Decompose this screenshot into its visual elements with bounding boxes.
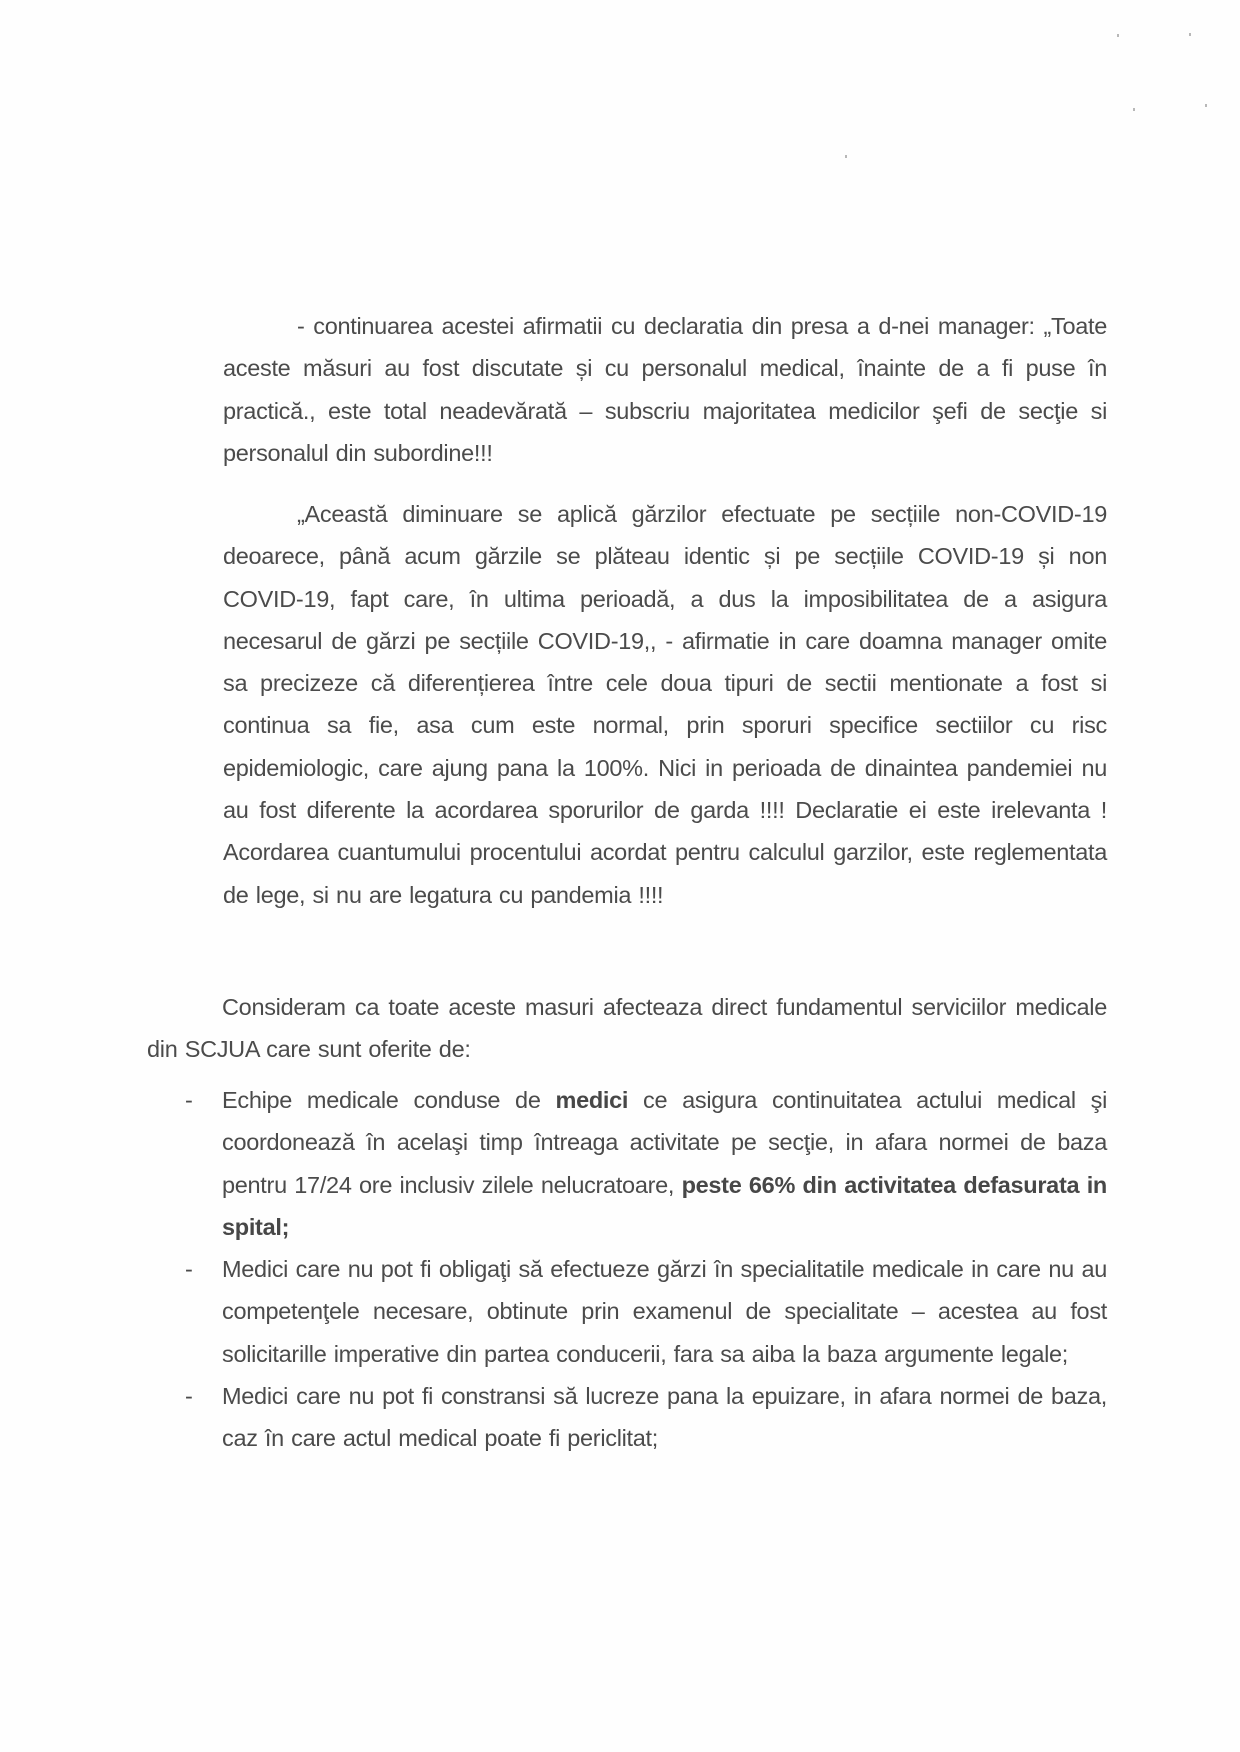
scan-speck [845, 155, 847, 158]
list-item-text-part: ce asigura continuitatea actului medical şi coordonează în acelaşi timp întreaga activitate pe secţie, in afara normei de baza pentru 17/24 ore inclusiv zilele nelucratoare, [222, 1087, 1108, 1198]
list-item [147, 1375, 1107, 1460]
paragraph-diminuare-quote: „Această diminuare se aplică gărzilor efectuate pe secțiile non-COVID-19 deoarece, până acum gărzile se plăteau identic și pe secțiile COVID-19 și non COVID-19, fapt care, în ultima perioadă, a dus la imposibilitatea de a asigura necesarul de gărzi pe secțiile COVID-19,, - afirmatie in care doamna manager omite sa precizeze că diferențierea între cele doua tipuri de sectii mentionate a fost si continua sa fie, asa cum este normal, prin sporuri specifice sectiilor cu risc epidemiologic, care ajung pana la 100%. Nici in perioada de dinaintea pandemiei nu au fost diferente la acordarea sporurilor de garda !!!! Declaratie ei este irelevanta ! Acordarea cuantumului procentului acordat pentru calculul garzilor, este reglementata de lege, si nu are legatura cu pandemia !!!! [223, 501, 1107, 908]
list-item-text-part: Echipe medicale conduse de [222, 1087, 556, 1113]
bullet-dash: - [185, 1256, 193, 1283]
paragraph-manager-statement: - continuarea acestei afirmatii cu declaratia din presa a d-nei manager: „Toate aceste măsuri au fost discutate și cu personalul medical, înainte de a fi puse în practică., este total neadevărată – subscriu majoritatea medicilor şefi de secţie si personalul din subordine!!! [223, 313, 1107, 466]
bullet-dash: - [185, 1087, 193, 1113]
scan-speck [1189, 33, 1191, 36]
list-item [147, 1248, 1107, 1375]
scan-speck [1117, 34, 1119, 37]
scan-speck [1133, 108, 1135, 111]
list-item-bold-66-percent: peste 66% din activitatea defasurata in spital; [222, 1171, 1107, 1240]
list-item-text: Medici care nu pot fi obligaţi să efectueze gărzi în specialitatile medicale in care nu au competenţele necesare, obtinute prin examenul de specialitate – acestea au fost solicitarille imperative din partea conducerii, fara sa aiba la baza argumente legale; [222, 1256, 1107, 1367]
paragraph-consideram: Consideram ca toate aceste masuri afecteaza direct fundamentul serviciilor medicale din SCJUA care sunt oferite de: [147, 994, 1107, 1063]
services-list [147, 1079, 1107, 1460]
scan-speck [1205, 104, 1207, 107]
list-item-bold-medici: medici [555, 1087, 629, 1113]
list-item-text: Medici care nu pot fi constransi să lucreze pana la epuizare, in afara normei de baza, caz în care actul medical poate fi periclitat; [222, 1383, 1107, 1452]
bullet-dash: - [185, 1383, 193, 1410]
list-item-text [222, 1079, 1107, 1248]
list-item [147, 1079, 1107, 1248]
